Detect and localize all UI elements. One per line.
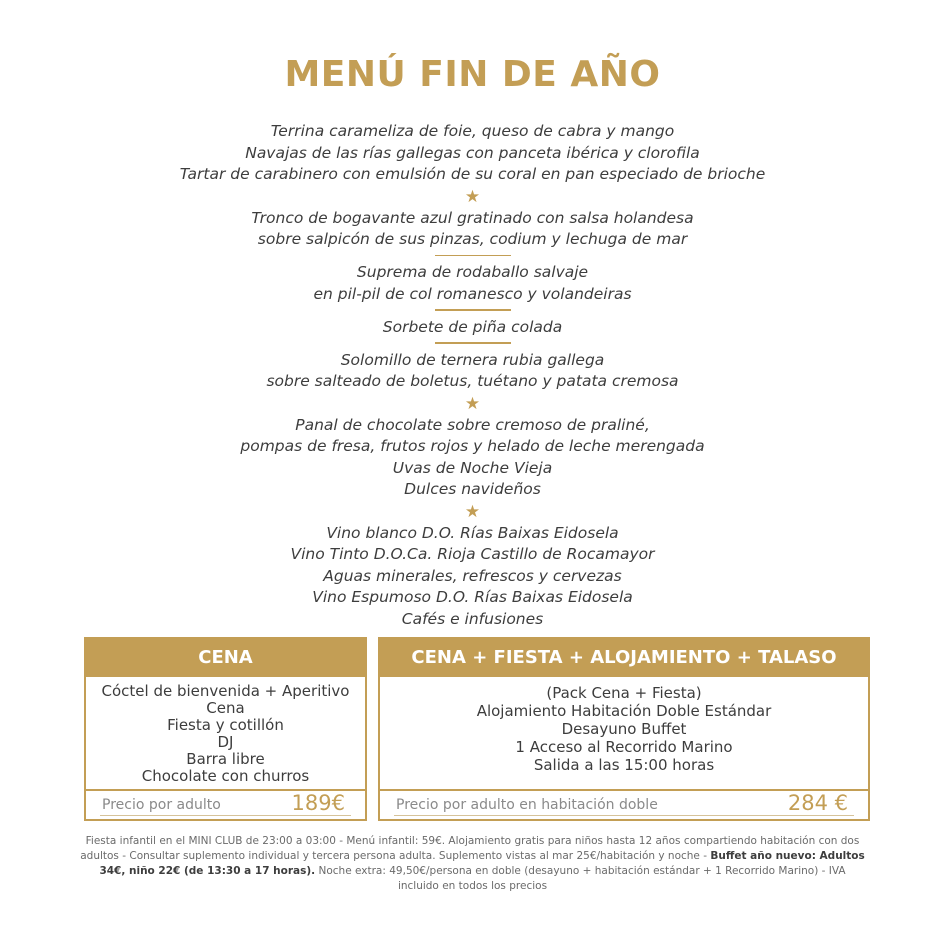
dessert-section (0, 415, 945, 501)
starters-section (0, 121, 945, 186)
package-item: 1 Acceso al Recorrido Marino (515, 738, 733, 756)
fish-course-2 (0, 262, 945, 305)
package-item: Desayuno Buffet (561, 720, 687, 738)
menu-item: Sorbete de piña colada (382, 317, 563, 336)
menu-item: Uvas de Noche Vieja (392, 458, 553, 477)
package-item: Cena (206, 699, 245, 717)
menu-item: Tronco de bogavante azul gratinado con salsa holandesa (251, 208, 694, 227)
star-icon: ★ (464, 186, 481, 207)
price-value: 189€ (291, 791, 345, 815)
footer-text: Noche extra: 49,50€/persona en doble (desayuno + habitación estándar + 1 Recorrido Marino) - IVA incluido en todos los precios (315, 865, 846, 892)
package-item: Salida a las 15:00 horas (533, 756, 715, 774)
menu-item: Tartar de carabinero con emulsión de su coral en pan especiado de brioche (179, 165, 766, 183)
package-item: Cóctel de bienvenida + Aperitivo (101, 682, 350, 700)
menu-item: Navajas de las rías gallegas con panceta ibérica y clorofila (245, 143, 700, 162)
price-label: Precio por adulto en habitación doble (396, 797, 658, 813)
menu-list (0, 121, 945, 630)
divider (435, 309, 511, 311)
menu-item: Solomillo de ternera rubia gallega (340, 350, 605, 369)
fish-course-1 (0, 208, 945, 251)
divider (435, 342, 511, 344)
package-item: (Pack Cena + Fiesta) (546, 684, 702, 702)
package-item: Barra libre (186, 750, 265, 768)
menu-item: Vino Tinto D.O.Ca. Rioja Castillo de Rocamayor (290, 545, 655, 563)
sorbet-course (0, 317, 945, 339)
menu-item: Dulces navideños (404, 480, 541, 498)
full-price-row (394, 791, 854, 816)
footer-notes (80, 834, 865, 894)
price-label: Precio por adulto (102, 797, 221, 813)
footer-bold-text: Buffet año nuevo: Adultos 34€, niño 22€ (de 13:30 a 17 horas). (99, 850, 865, 877)
star-icon: ★ (464, 501, 481, 522)
menu-item: Aguas minerales, refrescos y cervezas (323, 566, 622, 585)
full-package-items (380, 677, 868, 774)
full-package-title: CENA + FIESTA + ALOJAMIENTO + TALASO (380, 639, 868, 677)
menu-item: sobre salpicón de sus pinzas, codium y lechuga de mar (257, 230, 688, 248)
divider (435, 255, 511, 257)
menu-item: Panal de chocolate sobre cremoso de praliné, (295, 415, 650, 434)
menu-item: Vino Espumoso D.O. Rías Baixas Eidosela (312, 588, 633, 606)
star-icon: ★ (464, 393, 481, 414)
page-title: MENÚ FIN DE AÑO (284, 54, 661, 95)
full-package-box (378, 637, 870, 821)
footer-text: Fiesta infantil en el MINI CLUB de 23:00 a 03:00 - Menú infantil: 59€. Alojamiento gratis para niños hasta 12 años compartiendo habitación con dos adultos - Consultar suplemento individual y tercera persona adulta. Suplemento vistas al mar 25€/habitación y noche - (80, 835, 860, 862)
cena-price-row (100, 791, 351, 816)
menu-item: Terrina carameliza de foie, queso de cabra y mango (270, 122, 675, 140)
package-item: Chocolate con churros (141, 767, 310, 785)
cena-package-title: CENA (86, 639, 365, 677)
package-item: DJ (217, 733, 234, 751)
meat-course (0, 350, 945, 393)
menu-item: pompas de fresa, frutos rojos y helado de leche merengada (240, 437, 705, 455)
menu-item: Suprema de rodaballo salvaje (356, 263, 589, 281)
menu-item: en pil-pil de col romanesco y volandeiras (313, 284, 632, 303)
price-value: 284 € (787, 791, 848, 815)
drinks-section (0, 523, 945, 631)
cena-package-items (86, 677, 365, 785)
menu-item: Vino blanco D.O. Rías Baixas Eidosela (326, 523, 619, 542)
package-item: Fiesta y cotillón (167, 716, 284, 734)
package-item: Alojamiento Habitación Doble Estándar (476, 702, 772, 720)
cena-package-box (84, 637, 367, 821)
menu-item: Cafés e infusiones (401, 609, 544, 628)
menu-item: sobre salteado de boletus, tuétano y patata cremosa (266, 372, 679, 390)
